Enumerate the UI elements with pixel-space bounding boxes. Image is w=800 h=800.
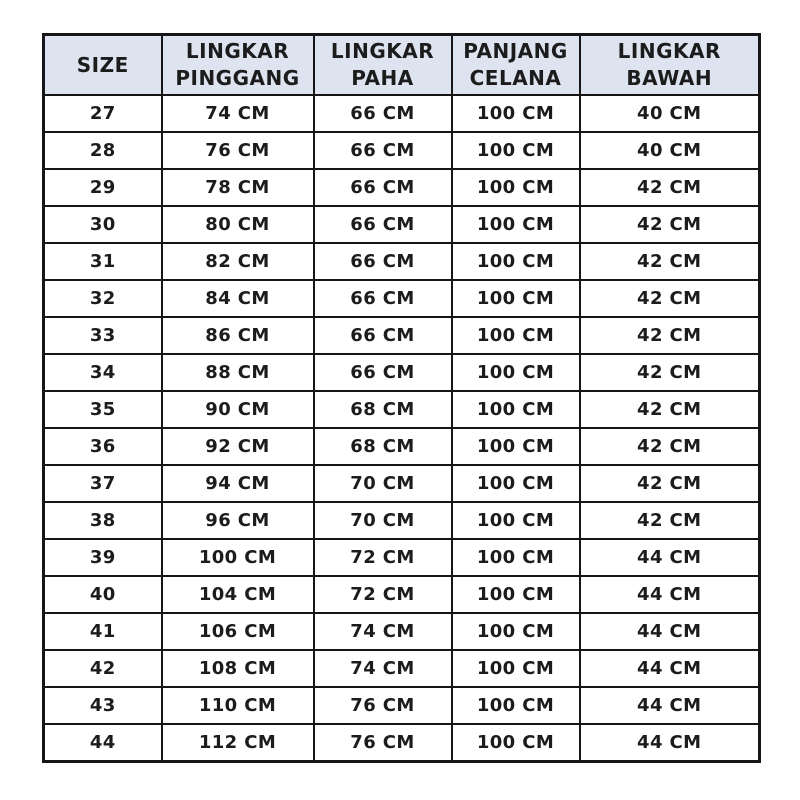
thigh-cell: 70 CM bbox=[314, 502, 452, 539]
waist-cell: 74 CM bbox=[162, 95, 314, 132]
size-cell: 30 bbox=[44, 206, 162, 243]
bottom-opening-cell: 42 CM bbox=[580, 502, 760, 539]
header-size: SIZE bbox=[44, 35, 162, 96]
thigh-cell: 72 CM bbox=[314, 539, 452, 576]
header-row bbox=[44, 35, 760, 96]
pants-length-cell: 100 CM bbox=[452, 724, 580, 761]
table-row bbox=[44, 317, 760, 354]
pants-length-cell: 100 CM bbox=[452, 428, 580, 465]
size-cell: 28 bbox=[44, 132, 162, 169]
waist-cell: 108 CM bbox=[162, 650, 314, 687]
pants-length-cell: 100 CM bbox=[452, 169, 580, 206]
thigh-cell: 66 CM bbox=[314, 95, 452, 132]
header-bottom-opening: LINGKAR BAWAH bbox=[580, 35, 760, 96]
thigh-cell: 66 CM bbox=[314, 317, 452, 354]
size-cell: 41 bbox=[44, 613, 162, 650]
size-cell: 35 bbox=[44, 391, 162, 428]
table-row bbox=[44, 280, 760, 317]
pants-length-cell: 100 CM bbox=[452, 280, 580, 317]
pants-length-cell: 100 CM bbox=[452, 576, 580, 613]
pants-length-cell: 100 CM bbox=[452, 317, 580, 354]
pants-length-cell: 100 CM bbox=[452, 132, 580, 169]
size-cell: 29 bbox=[44, 169, 162, 206]
header-pants-length: PANJANG CELANA bbox=[452, 35, 580, 96]
pants-length-cell: 100 CM bbox=[452, 613, 580, 650]
thigh-cell: 66 CM bbox=[314, 243, 452, 280]
bottom-opening-cell: 42 CM bbox=[580, 169, 760, 206]
table-row bbox=[44, 169, 760, 206]
table-row bbox=[44, 576, 760, 613]
table-row bbox=[44, 465, 760, 502]
table-row bbox=[44, 502, 760, 539]
thigh-cell: 76 CM bbox=[314, 724, 452, 761]
size-cell: 33 bbox=[44, 317, 162, 354]
bottom-opening-cell: 42 CM bbox=[580, 317, 760, 354]
table-row bbox=[44, 724, 760, 761]
pants-length-cell: 100 CM bbox=[452, 354, 580, 391]
bottom-opening-cell: 42 CM bbox=[580, 206, 760, 243]
thigh-cell: 74 CM bbox=[314, 650, 452, 687]
bottom-opening-cell: 44 CM bbox=[580, 613, 760, 650]
pants-length-cell: 100 CM bbox=[452, 243, 580, 280]
size-table-body bbox=[44, 95, 760, 761]
thigh-cell: 66 CM bbox=[314, 132, 452, 169]
waist-cell: 104 CM bbox=[162, 576, 314, 613]
size-table bbox=[42, 33, 761, 763]
bottom-opening-cell: 44 CM bbox=[580, 724, 760, 761]
bottom-opening-cell: 44 CM bbox=[580, 650, 760, 687]
size-cell: 40 bbox=[44, 576, 162, 613]
table-row bbox=[44, 687, 760, 724]
table-row bbox=[44, 613, 760, 650]
table-row bbox=[44, 243, 760, 280]
table-row bbox=[44, 95, 760, 132]
thigh-cell: 66 CM bbox=[314, 354, 452, 391]
size-cell: 36 bbox=[44, 428, 162, 465]
thigh-cell: 66 CM bbox=[314, 169, 452, 206]
bottom-opening-cell: 42 CM bbox=[580, 280, 760, 317]
table-row bbox=[44, 428, 760, 465]
header-thigh: LINGKAR PAHA bbox=[314, 35, 452, 96]
waist-cell: 86 CM bbox=[162, 317, 314, 354]
table-row bbox=[44, 206, 760, 243]
pants-length-cell: 100 CM bbox=[452, 391, 580, 428]
header-waist: LINGKAR PINGGANG bbox=[162, 35, 314, 96]
waist-cell: 94 CM bbox=[162, 465, 314, 502]
size-cell: 32 bbox=[44, 280, 162, 317]
size-cell: 42 bbox=[44, 650, 162, 687]
pants-length-cell: 100 CM bbox=[452, 539, 580, 576]
waist-cell: 80 CM bbox=[162, 206, 314, 243]
waist-cell: 78 CM bbox=[162, 169, 314, 206]
waist-cell: 92 CM bbox=[162, 428, 314, 465]
pants-length-cell: 100 CM bbox=[452, 465, 580, 502]
size-cell: 27 bbox=[44, 95, 162, 132]
table-row bbox=[44, 650, 760, 687]
waist-cell: 76 CM bbox=[162, 132, 314, 169]
thigh-cell: 72 CM bbox=[314, 576, 452, 613]
waist-cell: 90 CM bbox=[162, 391, 314, 428]
thigh-cell: 66 CM bbox=[314, 280, 452, 317]
table-row bbox=[44, 391, 760, 428]
bottom-opening-cell: 42 CM bbox=[580, 428, 760, 465]
size-cell: 39 bbox=[44, 539, 162, 576]
bottom-opening-cell: 42 CM bbox=[580, 354, 760, 391]
bottom-opening-cell: 44 CM bbox=[580, 687, 760, 724]
thigh-cell: 76 CM bbox=[314, 687, 452, 724]
size-table-header bbox=[44, 35, 760, 96]
table-row bbox=[44, 132, 760, 169]
waist-cell: 110 CM bbox=[162, 687, 314, 724]
waist-cell: 106 CM bbox=[162, 613, 314, 650]
size-cell: 31 bbox=[44, 243, 162, 280]
size-cell: 37 bbox=[44, 465, 162, 502]
thigh-cell: 66 CM bbox=[314, 206, 452, 243]
waist-cell: 100 CM bbox=[162, 539, 314, 576]
thigh-cell: 70 CM bbox=[314, 465, 452, 502]
size-cell: 43 bbox=[44, 687, 162, 724]
pants-length-cell: 100 CM bbox=[452, 502, 580, 539]
bottom-opening-cell: 42 CM bbox=[580, 243, 760, 280]
bottom-opening-cell: 40 CM bbox=[580, 132, 760, 169]
waist-cell: 82 CM bbox=[162, 243, 314, 280]
bottom-opening-cell: 44 CM bbox=[580, 539, 760, 576]
size-cell: 44 bbox=[44, 724, 162, 761]
waist-cell: 112 CM bbox=[162, 724, 314, 761]
bottom-opening-cell: 42 CM bbox=[580, 465, 760, 502]
thigh-cell: 74 CM bbox=[314, 613, 452, 650]
size-cell: 34 bbox=[44, 354, 162, 391]
waist-cell: 84 CM bbox=[162, 280, 314, 317]
table-row bbox=[44, 539, 760, 576]
pants-length-cell: 100 CM bbox=[452, 206, 580, 243]
waist-cell: 96 CM bbox=[162, 502, 314, 539]
table-row bbox=[44, 354, 760, 391]
size-cell: 38 bbox=[44, 502, 162, 539]
thigh-cell: 68 CM bbox=[314, 428, 452, 465]
thigh-cell: 68 CM bbox=[314, 391, 452, 428]
pants-length-cell: 100 CM bbox=[452, 650, 580, 687]
waist-cell: 88 CM bbox=[162, 354, 314, 391]
bottom-opening-cell: 42 CM bbox=[580, 391, 760, 428]
pants-length-cell: 100 CM bbox=[452, 95, 580, 132]
pants-length-cell: 100 CM bbox=[452, 687, 580, 724]
bottom-opening-cell: 40 CM bbox=[580, 95, 760, 132]
bottom-opening-cell: 44 CM bbox=[580, 576, 760, 613]
